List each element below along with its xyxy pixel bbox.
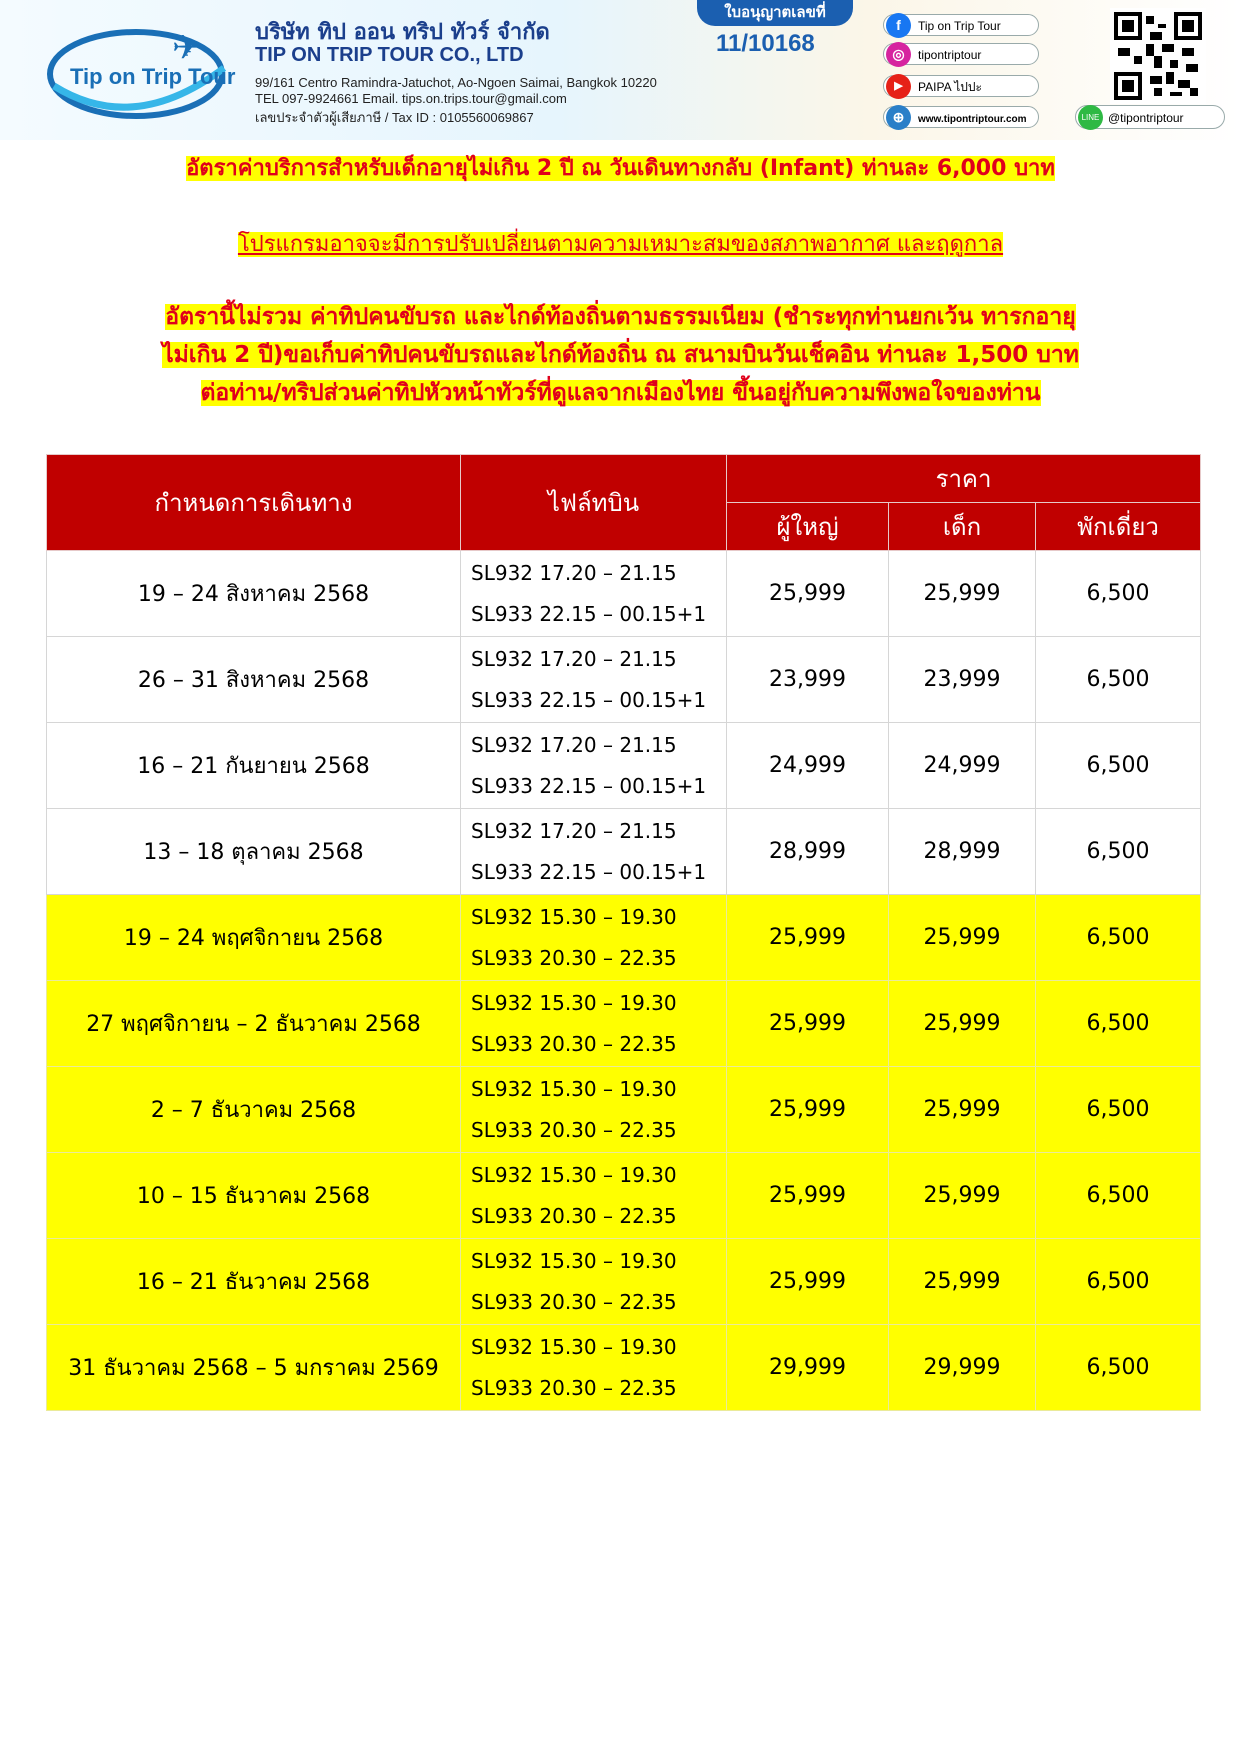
airplane-icon: ✈ — [172, 28, 201, 68]
line-icon: LINE — [1078, 105, 1103, 130]
company-address: 99/161 Centro Ramindra-Jatuchot, Ao-Ngoen Saimai, Bangkok 10220 — [255, 75, 657, 90]
child-price: 29,999 — [889, 1325, 1036, 1411]
return-flight: SL933 22.15 – 00.15+1 — [471, 859, 707, 884]
price-table — [46, 454, 1201, 1411]
flight-cell — [461, 637, 727, 723]
qr-code — [1110, 8, 1206, 104]
flight-cell — [461, 1153, 727, 1239]
flight-cell — [461, 809, 727, 895]
child-price: 25,999 — [889, 1067, 1036, 1153]
line-link[interactable] — [1075, 105, 1225, 129]
flight-cell — [461, 551, 727, 637]
single-supplement: 6,500 — [1036, 723, 1201, 809]
adult-price: 29,999 — [727, 1325, 889, 1411]
child-price: 25,999 — [889, 1153, 1036, 1239]
child-price: 25,999 — [889, 551, 1036, 637]
flight-cell — [461, 723, 727, 809]
youtube-icon: ▶ — [886, 74, 911, 99]
tip-line-1: อัตรานี้ไม่รวม ค่าทิปคนขับรถ และไกด์ท้องถิ่นตามธรรมเนียม (ชำระทุกท่านยกเว้น ทารกอายุ — [165, 304, 1076, 330]
adult-price: 25,999 — [727, 981, 889, 1067]
instagram-label: tipontriptour — [918, 48, 982, 62]
adult-price: 25,999 — [727, 1067, 889, 1153]
website-label: www.tipontriptour.com — [918, 114, 1027, 125]
facebook-link[interactable] — [883, 14, 1039, 36]
travel-date: 19 – 24 พฤศจิกายน 2568 — [47, 895, 461, 981]
return-flight: SL933 20.30 – 22.35 — [471, 1203, 677, 1228]
return-flight: SL933 20.30 – 22.35 — [471, 1117, 677, 1142]
return-flight: SL933 20.30 – 22.35 — [471, 1289, 677, 1314]
outbound-flight: SL932 15.30 – 19.30 — [471, 1162, 677, 1187]
flight-cell — [461, 1239, 727, 1325]
infant-rate-text: อัตราค่าบริการสำหรับเด็กอายุไม่เกิน 2 ปี ณ วันเดินทางกลับ (Infant) ท่านละ 6,000 บาท — [186, 156, 1055, 181]
outbound-flight: SL932 17.20 – 21.15 — [471, 646, 677, 671]
adult-price: 28,999 — [727, 809, 889, 895]
single-supplement: 6,500 — [1036, 1067, 1201, 1153]
header-price: ราคา — [727, 455, 1201, 503]
outbound-flight: SL932 17.20 – 21.15 — [471, 732, 677, 757]
child-price: 28,999 — [889, 809, 1036, 895]
child-price: 25,999 — [889, 981, 1036, 1067]
tip-note — [0, 298, 1241, 412]
child-price: 23,999 — [889, 637, 1036, 723]
single-supplement: 6,500 — [1036, 551, 1201, 637]
outbound-flight: SL932 15.30 – 19.30 — [471, 904, 677, 929]
adult-price: 23,999 — [727, 637, 889, 723]
travel-date: 31 ธันวาคม 2568 – 5 มกราคม 2569 — [47, 1325, 461, 1411]
line-label: @tipontriptour — [1108, 111, 1184, 125]
table-row — [47, 809, 1201, 895]
company-logo — [44, 16, 234, 124]
travel-date: 26 – 31 สิงหาคม 2568 — [47, 637, 461, 723]
single-supplement: 6,500 — [1036, 1239, 1201, 1325]
child-price: 25,999 — [889, 895, 1036, 981]
return-flight: SL933 22.15 – 00.15+1 — [471, 601, 707, 626]
return-flight: SL933 22.15 – 00.15+1 — [471, 773, 707, 798]
return-flight: SL933 20.30 – 22.35 — [471, 1031, 677, 1056]
outbound-flight: SL932 15.30 – 19.30 — [471, 1334, 677, 1359]
adult-price: 25,999 — [727, 1153, 889, 1239]
outbound-flight: SL932 15.30 – 19.30 — [471, 1248, 677, 1273]
flight-cell — [461, 981, 727, 1067]
flight-cell — [461, 1325, 727, 1411]
license-label: ใบอนุญาตเลขที่ — [697, 0, 853, 26]
outbound-flight: SL932 15.30 – 19.30 — [471, 990, 677, 1015]
header-adult: ผู้ใหญ่ — [727, 503, 889, 551]
travel-date: 10 – 15 ธันวาคม 2568 — [47, 1153, 461, 1239]
outbound-flight: SL932 17.20 – 21.15 — [471, 560, 677, 585]
letterhead — [0, 0, 1241, 140]
company-name-en: TIP ON TRIP TOUR CO., LTD — [255, 44, 524, 66]
youtube-label: PAIPA ไปปะ — [918, 80, 982, 94]
flight-cell — [461, 895, 727, 981]
return-flight: SL933 20.30 – 22.35 — [471, 1375, 677, 1400]
single-supplement: 6,500 — [1036, 981, 1201, 1067]
travel-date: 27 พฤศจิกายน – 2 ธันวาคม 2568 — [47, 981, 461, 1067]
table-row — [47, 637, 1201, 723]
table-row — [47, 551, 1201, 637]
tip-line-3: ต่อท่าน/ทริปส่วนค่าทิปหัวหน้าทัวร์ที่ดูแลจากเมืองไทย ขึ้นอยู่กับความพึงพอใจของท่าน — [200, 380, 1041, 406]
single-supplement: 6,500 — [1036, 895, 1201, 981]
facebook-icon: f — [886, 13, 911, 38]
outbound-flight: SL932 15.30 – 19.30 — [471, 1076, 677, 1101]
adult-price: 25,999 — [727, 895, 889, 981]
company-contact: TEL 097-9924661 Email. tips.on.trips.tour@gmail.com — [255, 91, 567, 106]
child-price: 25,999 — [889, 1239, 1036, 1325]
infant-rate-note — [0, 150, 1241, 185]
header-single: พักเดี่ยว — [1036, 503, 1201, 551]
header-child: เด็ก — [889, 503, 1036, 551]
table-row — [47, 1239, 1201, 1325]
table-row — [47, 723, 1201, 809]
table-row — [47, 1153, 1201, 1239]
flight-cell — [461, 1067, 727, 1153]
single-supplement: 6,500 — [1036, 637, 1201, 723]
table-row — [47, 1325, 1201, 1411]
facebook-label: Tip on Trip Tour — [918, 19, 1001, 33]
travel-date: 16 – 21 กันยายน 2568 — [47, 723, 461, 809]
company-tax-id: เลขประจำตัวผู้เสียภาษี / Tax ID : 0105560069867 — [255, 110, 534, 125]
single-supplement: 6,500 — [1036, 809, 1201, 895]
qr-code-icon — [1114, 12, 1202, 100]
youtube-link[interactable] — [883, 75, 1039, 97]
single-supplement: 6,500 — [1036, 1153, 1201, 1239]
outbound-flight: SL932 17.20 – 21.15 — [471, 818, 677, 843]
travel-date: 19 – 24 สิงหาคม 2568 — [47, 551, 461, 637]
instagram-link[interactable] — [883, 43, 1039, 65]
travel-date: 13 – 18 ตุลาคม 2568 — [47, 809, 461, 895]
return-flight: SL933 20.30 – 22.35 — [471, 945, 677, 970]
single-supplement: 6,500 — [1036, 1325, 1201, 1411]
weather-text: โปรแกรมอาจจะมีการปรับเปลี่ยนตามความเหมาะสมของสภาพอากาศ และฤดูกาล — [237, 232, 1004, 257]
instagram-icon: ◎ — [886, 42, 911, 67]
weather-note — [0, 226, 1241, 261]
return-flight: SL933 22.15 – 00.15+1 — [471, 687, 707, 712]
table-row — [47, 981, 1201, 1067]
table-row — [47, 1067, 1201, 1153]
price-table-body — [47, 551, 1201, 1411]
website-link[interactable] — [883, 106, 1039, 128]
travel-date: 16 – 21 ธันวาคม 2568 — [47, 1239, 461, 1325]
globe-icon: ⊕ — [886, 105, 911, 130]
license-number: 11/10168 — [716, 30, 815, 57]
adult-price: 25,999 — [727, 551, 889, 637]
table-row — [47, 895, 1201, 981]
adult-price: 24,999 — [727, 723, 889, 809]
tip-line-2: ไม่เกิน 2 ปี)ขอเก็บค่าทิปคนขับรถและไกด์ท้องถิ่น ณ สนามบินวันเช็คอิน ท่านละ 1,500 บาท — [162, 342, 1079, 368]
child-price: 24,999 — [889, 723, 1036, 809]
travel-date: 2 – 7 ธันวาคม 2568 — [47, 1067, 461, 1153]
header-travel-date: กำหนดการเดินทาง — [47, 455, 461, 551]
logo-text: Tip on Trip Tour — [70, 64, 236, 89]
header-flight: ไฟล์ทบิน — [461, 455, 727, 551]
adult-price: 25,999 — [727, 1239, 889, 1325]
company-name-th: บริษัท ทิป ออน ทริป ทัวร์ จำกัด — [255, 20, 550, 45]
